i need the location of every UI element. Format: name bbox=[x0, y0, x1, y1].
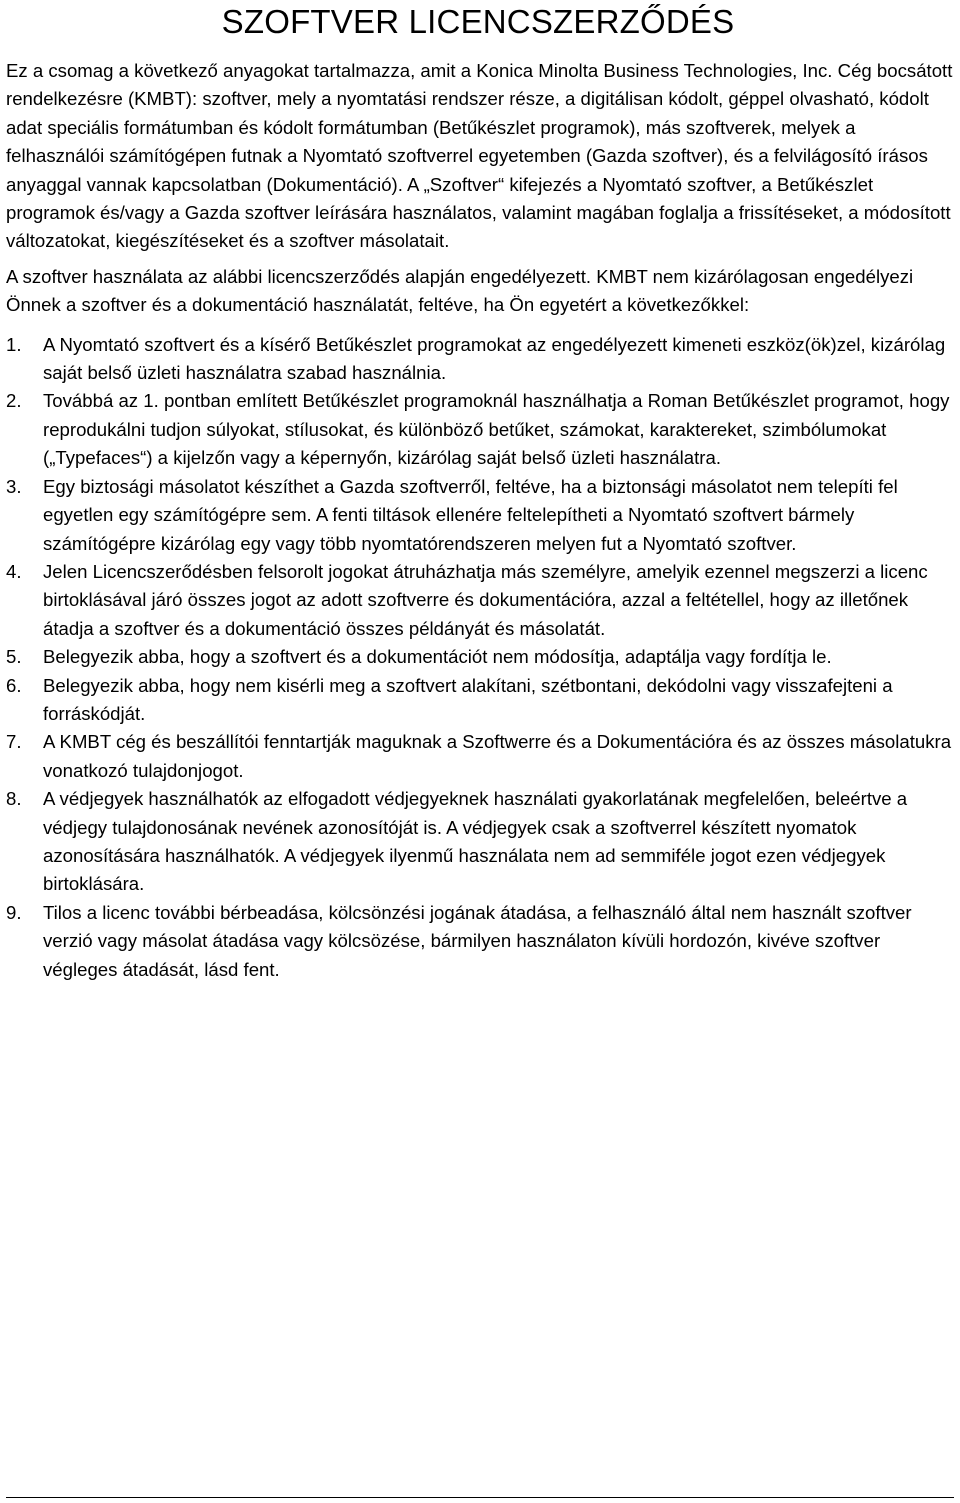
list-item bbox=[6, 331, 954, 388]
list-item-text: A Nyomtató szoftvert és a kísérő Betűkészlet programokat az engedélyezett kimeneti eszköz(ök)zel, kizárólag saját belső üzleti használatra szabad használnia. bbox=[43, 333, 946, 384]
list-item bbox=[6, 387, 954, 472]
list-item bbox=[6, 672, 954, 729]
list-item-number: 8. bbox=[6, 788, 22, 810]
list-item-number: 4. bbox=[6, 560, 22, 582]
list-item-text: Továbbá az 1. pontban említett Betűkészlet programoknál használhatja a Roman Betűkészlet programot, hogy reprodukálni tudjon súlyokat, stílusokat, és különböző betűket, számokat, karaktereket, szimbólumokat („Typefaces“) a kijelzőn vagy a képernyőn, kizárólag saját belső üzleti használatra. bbox=[43, 390, 950, 469]
list-item-number: 3. bbox=[6, 475, 22, 497]
license-paragraph: A szoftver használata az alábbi licencszerződés alapján engedélyezett. KMBT nem kizárólagosan engedélyezi Önnek a szoftver és a dokumentáció használatát, feltéve, ha Ön egyetért a következőkkel: bbox=[6, 265, 914, 316]
list-item bbox=[6, 558, 954, 643]
list-item bbox=[6, 785, 954, 899]
list-item-number: 7. bbox=[6, 731, 22, 753]
list-item-number: 1. bbox=[6, 333, 22, 355]
list-item bbox=[6, 643, 954, 671]
footer-divider bbox=[6, 1497, 954, 1498]
list-item-text: Belegyezik abba, hogy nem kisérli meg a szoftvert alakítani, szétbontani, dekódolni vagy visszafejteni a forráskódját. bbox=[43, 674, 893, 724]
license-terms-list bbox=[6, 331, 954, 984]
list-item bbox=[6, 728, 954, 785]
list-item-text: A KMBT cég és beszállítói fenntartják maguknak a Szoftwerre és a Dokumentációra és az összes másolatukra vonatkozó tulajdonjogot. bbox=[43, 731, 952, 781]
list-item-text: Belegyezik abba, hogy a szoftvert és a dokumentációt nem módosítja, adaptálja vagy fordítja le. bbox=[43, 646, 832, 668]
list-item-text: Tilos a licenc további bérbeadása, kölcsönzési jogának átadása, a felhasználó által nem használt szoftver verzió vagy másolat átadása vagy kölcsözése, bármilyen használaton kívüli hordozón, kivéve szoftver végleges átadását, lásd fent. bbox=[43, 901, 912, 980]
document-page bbox=[6, 0, 954, 984]
document-title: SZOFTVER LICENCSZERZŐDÉS bbox=[221, 3, 735, 40]
list-item-text: Egy biztosági másolatot készíthet a Gazda szoftverről, feltéve, ha a biztonsági másolatot nem telepíti fel egyetlen egy számítógépre sem. A fenti tiltások ellenére feltelepítheti a Nyomtató szoftvert bármely számítógépre kizárólag egy vagy több nyomtatórendszeren melyen fut a Nyomtató szoftver. bbox=[43, 475, 898, 554]
list-item-text: Jelen Licencszerődésben felsorolt jogokat átruházhatja más személyre, amelyik ezennel megszerzi a licenc birtoklásával járó összes jogot az adott szoftverre és dokumentációra, azzal a feltétellel, hogy az illetőnek átadja a szoftver és a dokumentáció összes példányát és másolatát. bbox=[43, 560, 928, 639]
list-item-number: 2. bbox=[6, 390, 22, 412]
list-item-text: A védjegyek használhatók az elfogadott védjegyeknek használati gyakorlatának megfelelően, beleértve a védjegy tulajdonosának nevének azonosítóját is. A védjegyek csak a szoftverrel készített nyomatok azonosítására használhatók. A védjegyek ilyenmű használata nem ad semmiféle jogot ezen védjegyek birtoklására. bbox=[43, 788, 908, 895]
list-item bbox=[6, 899, 954, 984]
list-item bbox=[6, 473, 954, 558]
intro-paragraph: Ez a csomag a következő anyagokat tartalmazza, amit a Konica Minolta Business Technologies, Inc. Cég bocsátott rendelkezésre (KMBT): szoftver, mely a nyomtatási rendszer része, a digitálisan kódolt, géppel olvasható, kódolt adat speciális formátumban és kódolt formátumban (Betűkészlet programok), más szoftverek, melyek a felhasználói számítógépen futnak a Nyomtató szoftverrel egyetemben (Gazda szoftver), és a felvilágosító írásos anyaggal vannak kapcsolatban (Dokumentáció). A „Szoftver“ kifejezés a Nyomtató szoftver, a Betűkészlet programok és/vagy a Gazda szoftver leírására használatos, valamint magában foglalja a frissítéseket, a módosított változatokat, kiegészítéseket és a szoftver másolatait. bbox=[6, 60, 953, 252]
list-item-number: 9. bbox=[6, 901, 22, 923]
list-item-number: 5. bbox=[6, 646, 22, 668]
list-item-number: 6. bbox=[6, 674, 22, 696]
